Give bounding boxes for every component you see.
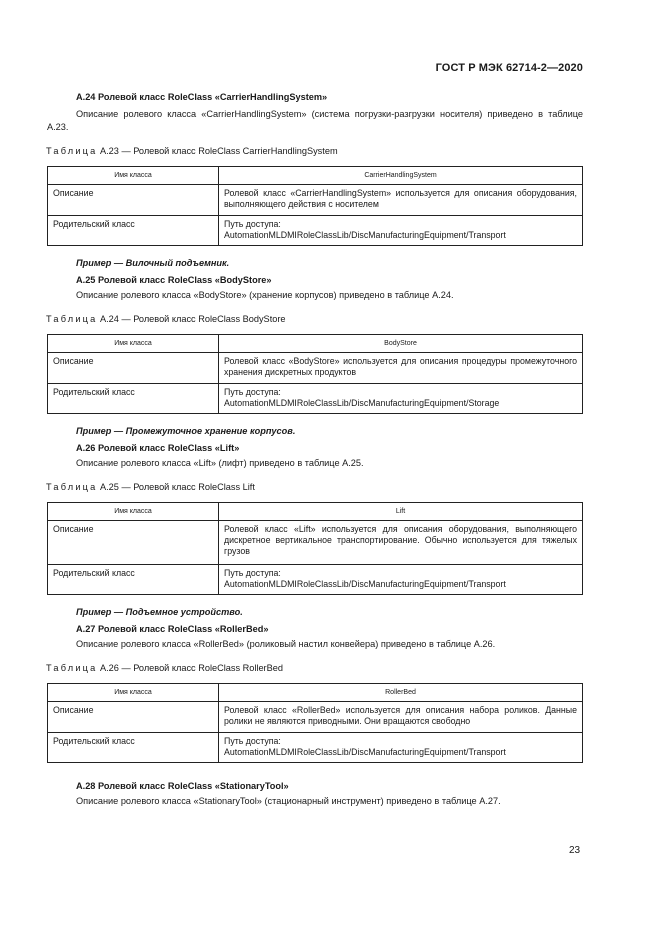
table-a25-caption	[46, 481, 583, 493]
row-label-description: Описание	[48, 702, 219, 733]
page-number: 23	[569, 845, 581, 856]
table-row	[48, 353, 583, 384]
section-a27-intro: Описание ролевого класса «RollerBed» (роликовый настил конвейера) приведено в таблице А.26.	[76, 639, 496, 649]
row-label-parent: Родительский класс	[48, 216, 219, 246]
table-a23-caption-text: А.23 — Ролевой класс RoleClass CarrierHandlingSystem	[100, 146, 338, 156]
table-row	[48, 565, 583, 595]
header-cell-class-name: Имя класса	[48, 167, 219, 185]
section-a24-intro: Описание ролевого класса «CarrierHandlingSystem» (система погрузки-разгрузки носителя) приведено в таблице А.23.	[47, 109, 583, 132]
table-a24-caption	[46, 313, 583, 325]
section-a25-heading: А.25 Ролевой класс RoleClass «BodyStore»	[76, 275, 272, 285]
section-a24-heading: А.24 Ролевой класс RoleClass «CarrierHandlingSystem»	[76, 92, 328, 102]
access-path-label: Путь доступа:	[224, 387, 281, 397]
header-cell-class-name: Имя класса	[48, 335, 219, 353]
header-cell-class-value: RollerBed	[219, 684, 583, 702]
table-a23-caption-prefix: Таблица	[46, 146, 98, 156]
table-header-row	[48, 503, 583, 521]
access-path-value: AutomationMLDMIRoleClassLib/DiscManufacturingEquipment/Transport	[224, 230, 506, 240]
table-a26-caption-prefix: Таблица	[46, 663, 98, 673]
table-header-row	[48, 335, 583, 353]
access-path-label: Путь доступа:	[224, 736, 281, 746]
header-cell-class-value: CarrierHandlingSystem	[219, 167, 583, 185]
row-value-description: Ролевой класс «RollerBed» используется для описания набора роликов. Данные ролики не являются приводными. Они вращаются свободно	[219, 702, 583, 733]
table-a24-caption-text: А.24 — Ролевой класс RoleClass BodyStore	[100, 314, 286, 324]
row-value-description: Ролевой класс «BodyStore» используется для описания процедуры промежуточного хранения дискретных продуктов	[219, 353, 583, 384]
table-a26-caption	[46, 662, 583, 674]
row-label-description: Описание	[48, 185, 219, 216]
table-header-row	[48, 684, 583, 702]
row-value-description: Ролевой класс «Lift» используется для описания оборудования, выполняющего дискретное вертикальное транспортирование. Обычно используется для тяжелых грузов	[219, 521, 583, 565]
table-a25	[47, 502, 583, 595]
table-row	[48, 733, 583, 763]
table-a23	[47, 166, 583, 246]
example-body-storage: Пример — Промежуточное хранение корпусов.	[76, 426, 296, 436]
section-a27-heading: А.27 Ролевой класс RoleClass «RollerBed»	[76, 624, 269, 634]
table-a23-caption	[46, 145, 583, 157]
table-row	[48, 521, 583, 565]
access-path-value: AutomationMLDMIRoleClassLib/DiscManufacturingEquipment/Transport	[224, 747, 506, 757]
section-a28-intro: Описание ролевого класса «StationaryTool» (стационарный инструмент) приведено в таблице А.27.	[76, 796, 501, 806]
page-content	[47, 91, 583, 808]
row-value-parent	[219, 565, 583, 595]
section-a28-heading: А.28 Ролевой класс RoleClass «StationaryTool»	[76, 781, 289, 791]
table-a25-caption-text: А.25 — Ролевой класс RoleClass Lift	[100, 482, 255, 492]
access-path-label: Путь доступа:	[224, 219, 281, 229]
table-header-row	[48, 167, 583, 185]
row-label-parent: Родительский класс	[48, 733, 219, 763]
table-a24	[47, 334, 583, 414]
section-a26-heading: А.26 Ролевой класс RoleClass «Lift»	[76, 443, 240, 453]
access-path-value: AutomationMLDMIRoleClassLib/DiscManufacturingEquipment/Transport	[224, 579, 506, 589]
row-value-parent	[219, 733, 583, 763]
table-row	[48, 702, 583, 733]
section-a26-intro: Описание ролевого класса «Lift» (лифт) приведено в таблице А.25.	[76, 458, 364, 468]
row-value-description: Ролевой класс «CarrierHandlingSystem» используется для описания оборудования, выполняющего действия с носителем	[219, 185, 583, 216]
example-lifting-device: Пример — Подъемное устройство.	[76, 607, 243, 617]
row-label-parent: Родительский класс	[48, 565, 219, 595]
row-label-parent: Родительский класс	[48, 384, 219, 414]
table-row	[48, 384, 583, 414]
row-label-description: Описание	[48, 521, 219, 565]
section-a25-intro: Описание ролевого класса «BodyStore» (хранение корпусов) приведено в таблице А.24.	[76, 290, 454, 300]
table-row	[48, 216, 583, 246]
header-cell-class-name: Имя класса	[48, 684, 219, 702]
table-row	[48, 185, 583, 216]
access-path-label: Путь доступа:	[224, 568, 281, 578]
header-cell-class-value: BodyStore	[219, 335, 583, 353]
table-a26-caption-text: А.26 — Ролевой класс RoleClass RollerBed	[100, 663, 283, 673]
document-code-header: ГОСТ Р МЭК 62714-2—2020	[435, 62, 583, 74]
header-cell-class-value: Lift	[219, 503, 583, 521]
row-value-parent	[219, 384, 583, 414]
access-path-value: AutomationMLDMIRoleClassLib/DiscManufacturingEquipment/Storage	[224, 398, 500, 408]
row-label-description: Описание	[48, 353, 219, 384]
table-a25-caption-prefix: Таблица	[46, 482, 98, 492]
example-forklift: Пример — Вилочный подъемник.	[76, 258, 230, 268]
row-value-parent	[219, 216, 583, 246]
table-a26	[47, 683, 583, 763]
header-cell-class-name: Имя класса	[48, 503, 219, 521]
table-a24-caption-prefix: Таблица	[46, 314, 98, 324]
